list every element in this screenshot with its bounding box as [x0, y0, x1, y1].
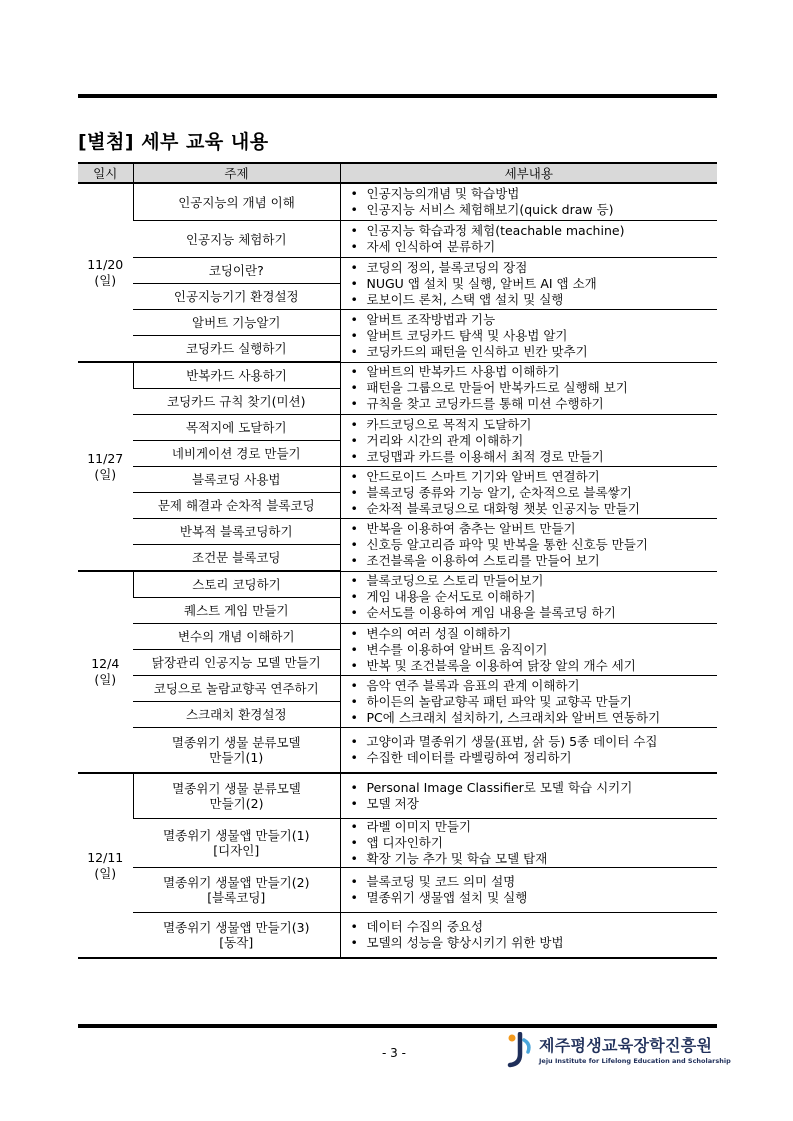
top-rule: [78, 94, 717, 98]
topic-text: 변수의 개념 이해하기: [177, 629, 295, 644]
table-row: [78, 221, 717, 258]
detail-item: • 블록코딩 및 코드 의미 설명: [349, 874, 718, 890]
date-line: (일): [94, 272, 117, 288]
detail-list: [349, 186, 718, 218]
detail-list: [349, 260, 718, 308]
topic-cell: [133, 467, 340, 493]
detail-cell: [340, 467, 717, 519]
detail-item: • 음악 연주 블록과 음표의 관계 이해하기: [349, 678, 718, 694]
table-row: [78, 467, 717, 493]
topic-text: [디자인]: [213, 843, 260, 858]
detail-cell: [340, 258, 717, 310]
date-line: (일): [94, 466, 117, 482]
detail-item: • 알버트의 반복카드 사용법 이해하기: [349, 364, 718, 380]
detail-item: • 앱 디자인하기: [349, 835, 718, 851]
detail-list: [349, 919, 718, 951]
detail-item: • 확장 기능 추가 및 학습 모델 탑재: [349, 851, 718, 867]
detail-item: • 라벨 이미지 만들기: [349, 819, 718, 835]
detail-cell: [340, 624, 717, 676]
topic-cell: [133, 183, 340, 221]
topic-cell: [133, 728, 340, 774]
date-cell: [78, 773, 133, 958]
detail-item: • 고양이과 멸종위기 생물(표범, 삵 등) 5종 데이터 수집: [349, 734, 718, 750]
topic-text: 조건문 블록코딩: [192, 550, 281, 565]
detail-list: [349, 417, 718, 465]
topic-text: 멸종위기 생물 분류모델: [171, 735, 301, 750]
schedule-table: [78, 162, 717, 959]
table-row: [78, 310, 717, 336]
date-line: 12/11: [87, 849, 124, 865]
topic-cell: [133, 284, 340, 310]
topic-cell: [133, 819, 340, 868]
detail-item: • 수집한 데이터를 라벨링하여 정리하기: [349, 750, 718, 766]
topic-text: 네비게이션 경로 만들기: [171, 446, 301, 461]
date-line: 12/4: [91, 656, 120, 671]
detail-cell: [340, 913, 717, 959]
detail-item: • 인공지능 학습과정 체험(teachable machine): [349, 223, 718, 239]
detail-cell: [340, 728, 717, 774]
detail-cell: [340, 415, 717, 467]
bottom-rule: [78, 1024, 717, 1028]
topic-cell: [133, 571, 340, 598]
topic-text: 코딩이란?: [208, 263, 264, 278]
topic-cell: [133, 519, 340, 545]
topic-cell: [133, 650, 340, 676]
topic-text: 멸종위기 생물앱 만들기(2): [163, 875, 310, 890]
topic-cell: [133, 441, 340, 467]
topic-text: 스크래치 환경설정: [185, 707, 287, 722]
detail-list: [349, 223, 718, 255]
topic-text: 멸종위기 생물앱 만들기(1): [163, 828, 310, 843]
topic-cell: [133, 598, 340, 624]
detail-item: • 자세 인식하여 분류하기: [349, 239, 718, 255]
topic-cell: [133, 221, 340, 258]
table-row: [78, 913, 717, 959]
detail-list: [349, 734, 718, 766]
detail-item: • 블록코딩 종류와 기능 알기, 순차적으로 블록쌓기: [349, 485, 718, 501]
institute-name: 제주평생교육장학진흥원: [539, 1036, 713, 1055]
detail-item: • 모델 저장: [349, 796, 718, 812]
detail-item: • 코딩의 정의, 블록코딩의 장점: [349, 260, 718, 276]
detail-list: [349, 626, 718, 674]
table-row: [78, 773, 717, 819]
topic-text: 문제 해결과 순차적 블록코딩: [157, 498, 315, 513]
topic-text: 코딩카드 규칙 찾기(미션): [167, 394, 306, 409]
topic-text: 코딩카드 실행하기: [185, 341, 287, 356]
table-row: [78, 362, 717, 389]
detail-list: [349, 521, 718, 569]
date-line: 11/20: [87, 256, 124, 272]
topic-text: 블록코딩 사용법: [192, 472, 281, 487]
detail-item: • 반복을 이용하여 춤추는 알버트 만들기: [349, 521, 718, 537]
table-row: [78, 519, 717, 545]
schedule-body: [78, 183, 717, 958]
detail-item: • 패턴을 그룹으로 만들어 반복카드로 실행해 보기: [349, 380, 718, 396]
detail-cell: [340, 819, 717, 868]
detail-item: • 인공지능의개념 및 학습방법: [349, 186, 718, 202]
topic-cell: [133, 415, 340, 441]
topic-cell: [133, 773, 340, 819]
topic-text: 반복적 블록코딩하기: [179, 524, 293, 539]
detail-list: [349, 678, 718, 726]
detail-item: • 멸종위기 생물앱 설치 및 실행: [349, 890, 718, 906]
detail-list: [349, 573, 718, 621]
detail-item: • 거리와 시간의 관계 이해하기: [349, 433, 718, 449]
topic-cell: [133, 676, 340, 702]
topic-cell: [133, 258, 340, 284]
detail-item: • 변수를 이용하여 알버트 움직이기: [349, 642, 718, 658]
detail-item: • NUGU 앱 설치 및 실행, 알버트 AI 앱 소개: [349, 276, 718, 292]
header-detail: 세부내용: [340, 163, 717, 183]
topic-text: [동작]: [219, 935, 254, 950]
detail-item: • Personal Image Classifier로 모델 학습 시키기: [349, 780, 718, 796]
detail-item: • 코딩카드의 패턴을 인식하고 빈칸 맞추기: [349, 344, 718, 360]
topic-cell: [133, 362, 340, 389]
detail-item: • 게임 내용을 순서도로 이해하기: [349, 589, 718, 605]
detail-item: • 데이터 수집의 중요성: [349, 919, 718, 935]
topic-text: 코딩으로 놀람교향곡 연주하기: [153, 681, 319, 696]
institute-logo: [503, 1032, 731, 1072]
header-date: 일시: [78, 163, 133, 183]
topic-text: 스토리 코딩하기: [192, 577, 281, 592]
detail-cell: [340, 362, 717, 415]
date-line: (일): [94, 672, 117, 687]
detail-cell: [340, 868, 717, 913]
date-cell: [78, 362, 133, 571]
detail-item: • 신호등 알고리즘 파악 및 반복을 통한 신호등 만들기: [349, 537, 718, 553]
detail-cell: [340, 571, 717, 624]
detail-list: [349, 312, 718, 360]
topic-text: 인공지능 체험하기: [185, 231, 287, 247]
institute-logo-mark-icon: [503, 1032, 533, 1068]
topic-cell: [133, 702, 340, 728]
topic-cell: [133, 336, 340, 363]
detail-cell: [340, 519, 717, 572]
detail-item: • 조건블록을 이용하여 스토리를 만들어 보기: [349, 553, 718, 569]
detail-cell: [340, 221, 717, 258]
header-topic: 주제: [133, 163, 340, 183]
date-line: 11/27: [87, 450, 124, 466]
topic-text: 퀘스트 게임 만들기: [183, 603, 289, 618]
detail-list: [349, 364, 718, 412]
detail-item: • 블록코딩으로 스토리 만들어보기: [349, 573, 718, 589]
topic-text: 멸종위기 생물앱 만들기(3): [163, 920, 310, 935]
detail-item: • PC에 스크래치 설치하기, 스크래치와 알버트 연동하기: [349, 710, 718, 726]
topic-cell: [133, 493, 340, 519]
detail-item: • 알버트 조작방법과 기능: [349, 312, 718, 328]
detail-item: • 모델의 성능을 향상시키기 위한 방법: [349, 935, 718, 951]
topic-cell: [133, 913, 340, 959]
table-row: [78, 571, 717, 598]
detail-cell: [340, 676, 717, 728]
topic-text: 만들기(2): [209, 796, 264, 811]
detail-item: • 코딩맵과 카드를 이용해서 최적 경로 만들기: [349, 449, 718, 465]
detail-item: • 카드코딩으로 목적지 도달하기: [349, 417, 718, 433]
table-row: [78, 728, 717, 774]
table-row: [78, 676, 717, 702]
table-row: [78, 819, 717, 868]
page-heading: [별첨] 세부 교육 내용: [78, 131, 269, 153]
detail-item: • 순차적 블록코딩으로 대화형 챗봇 인공지능 만들기: [349, 501, 718, 517]
table-row: [78, 624, 717, 650]
topic-text: [블록코딩]: [207, 890, 266, 905]
date-line: (일): [94, 865, 117, 881]
topic-cell: [133, 868, 340, 913]
detail-item: • 반복 및 조건블록을 이용하여 닭장 알의 개수 세기: [349, 658, 718, 674]
table-row: [78, 183, 717, 221]
topic-cell: [133, 310, 340, 336]
topic-text: 알버트 기능알기: [192, 315, 281, 330]
table-row: [78, 415, 717, 441]
topic-text: 멸종위기 생물 분류모델: [172, 781, 301, 796]
topic-cell: [133, 545, 340, 572]
detail-cell: [340, 310, 717, 363]
detail-item: • 순서도를 이용하여 게임 내용을 블록코딩 하기: [349, 605, 718, 621]
detail-list: [349, 469, 718, 517]
detail-item: • 변수의 여러 성질 이해하기: [349, 626, 718, 642]
detail-item: • 규칙을 찾고 코딩카드를 통해 미션 수행하기: [349, 396, 718, 412]
date-cell: [78, 571, 133, 773]
page-number: - 3 -: [382, 1046, 406, 1060]
detail-list: [349, 819, 718, 867]
topic-text: 인공지능기기 환경설정: [173, 289, 299, 304]
detail-item: • 로보이드 론처, 스택 앱 설치 및 실행: [349, 292, 718, 308]
topic-text: 반복카드 사용하기: [186, 368, 287, 383]
date-cell: [78, 183, 133, 362]
institute-name-english: Jeju Institute for Lifelong Education and Scholarship: [539, 1057, 731, 1065]
topic-cell: [133, 624, 340, 650]
topic-text: 인공지능의 개념 이해: [178, 194, 295, 210]
topic-text: 목적지에 도달하기: [185, 420, 287, 435]
detail-list: [349, 874, 718, 906]
topic-text: 닭장관리 인공지능 모델 만들기: [151, 655, 321, 670]
detail-item: • 하이든의 놀람교향곡 패턴 파악 및 교향곡 만들기: [349, 694, 718, 710]
table-row: [78, 868, 717, 913]
topic-cell: [133, 389, 340, 415]
table-header-row: [78, 163, 717, 183]
table-row: [78, 258, 717, 284]
detail-item: • 안드로이드 스마트 기기와 알버트 연결하기: [349, 469, 718, 485]
detail-item: • 인공지능 서비스 체험해보기(quick draw 등): [349, 202, 718, 218]
detail-item: • 알버트 코딩카드 탐색 및 사용법 알기: [349, 328, 718, 344]
topic-text: 만들기(1): [209, 750, 264, 765]
detail-cell: [340, 773, 717, 819]
detail-list: [349, 780, 718, 812]
detail-cell: [340, 183, 717, 221]
